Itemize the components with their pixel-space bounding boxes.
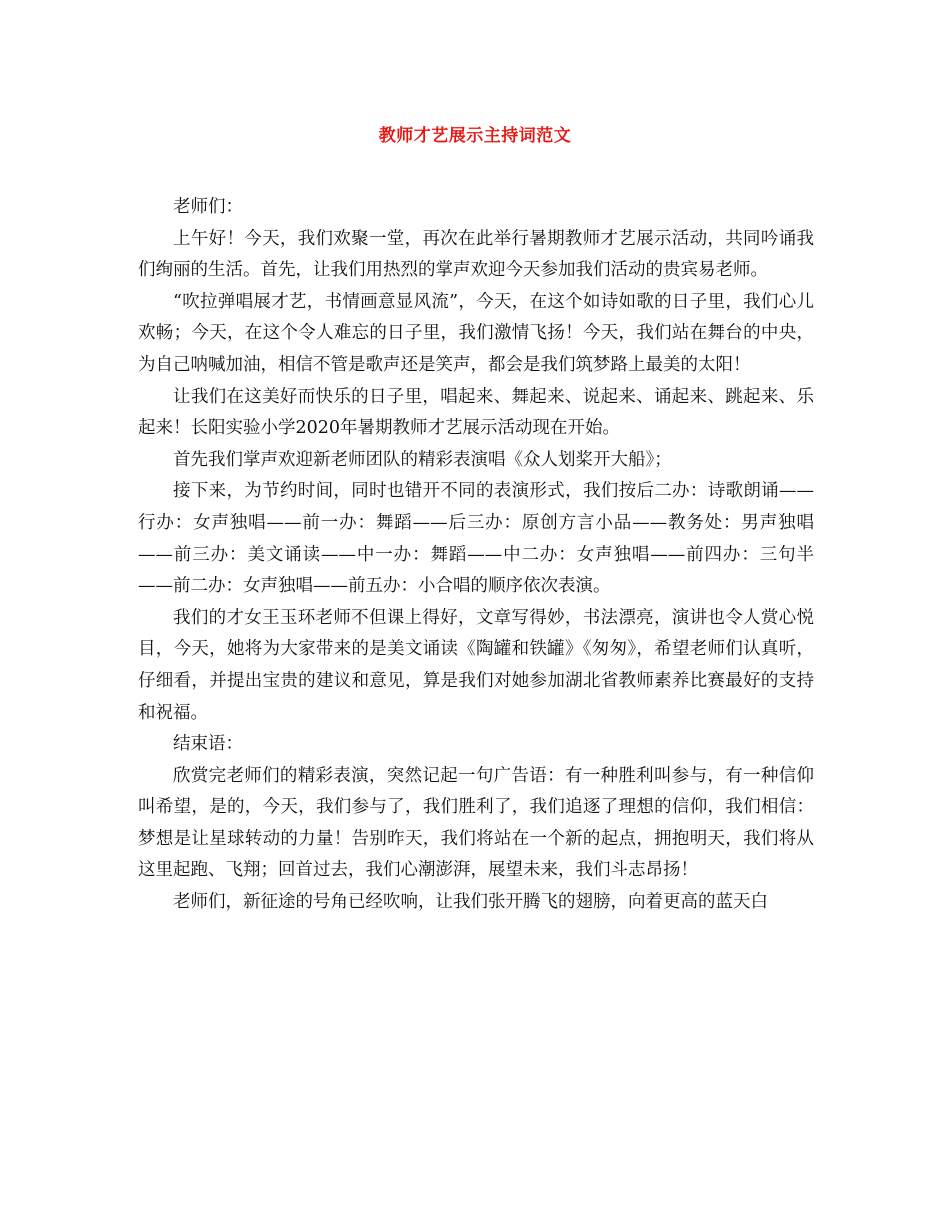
paragraph-recitation: 我们的才女王玉环老师不但课上得好，文章写得妙，书法漂亮，演讲也令人赏心悦目，今天，她将为大家带来的是美文诵读《陶罐和铁罐》《匆匆》，希望老师们认真听，仔细看，并提出宝贵的建议和意见，算是我们对她参加湖北省教师素养比赛最好的支持和祝福。 [138, 607, 814, 723]
paragraph-greeting: 老师们： [173, 197, 243, 217]
paragraph-final: 老师们，新征途的号角已经吹响，让我们张开腾飞的翅膀，向着更高的蓝天白 [173, 892, 768, 913]
paragraph-program-order: 接下来，为节约时间，同时也错开不同的表演形式，我们按后二办：诗歌朗诵——行办：女声独唱——前一办：舞蹈——后三办：原创方言小品——教务处：男声独唱——前三办：美文诵读——中一办：舞蹈——中二办：女声独唱——前四办：三句半——前二办：女声独唱——前五办：小合唱的顺序依次表演。 [138, 481, 814, 597]
paragraph-first-act: 首先我们掌声欢迎新老师团队的精彩表演唱《众人划桨开大船》； [173, 449, 672, 470]
page-title: 教师才艺展示主持词范文 [378, 126, 572, 146]
paragraph-theme: “吹拉弹唱展才艺，书情画意显风流”，今天，在这个如诗如歌的日子里，我们心儿欢畅；今天，在这个令人难忘的日子里，我们激情飞扬！今天，我们站在舞台的中央，为自己呐喊加油，相信不管是歌声还是笑声，都会是我们筑梦路上最美的太阳！ [138, 291, 814, 375]
document-body [138, 192, 814, 919]
paragraph-opening: 上午好！今天，我们欢聚一堂，再次在此举行暑期教师才艺展示活动，共同吟诵我们绚丽的生活。首先，让我们用热烈的掌声欢迎今天参加我们活动的贵宾易老师。 [138, 228, 814, 281]
paragraph-closing: 欣赏完老师们的精彩表演，突然记起一句广告语：有一种胜利叫参与，有一种信仰叫希望，是的，今天，我们参与了，我们胜利了，我们追逐了理想的信仰，我们相信：梦想是让星球转动的力量！告别昨天，我们将站在一个新的起点，拥抱明天，我们将从这里起跑、飞翔；回首过去，我们心潮澎湃，展望未来，我们斗志昂扬！ [138, 765, 814, 881]
paragraph-closing-heading: 结束语： [173, 734, 243, 755]
paragraph-start: 让我们在这美好而快乐的日子里，唱起来、舞起来、说起来、诵起来、跳起来、乐起来！长阳实验小学2020年暑期教师才艺展示活动现在开始。 [138, 386, 814, 439]
